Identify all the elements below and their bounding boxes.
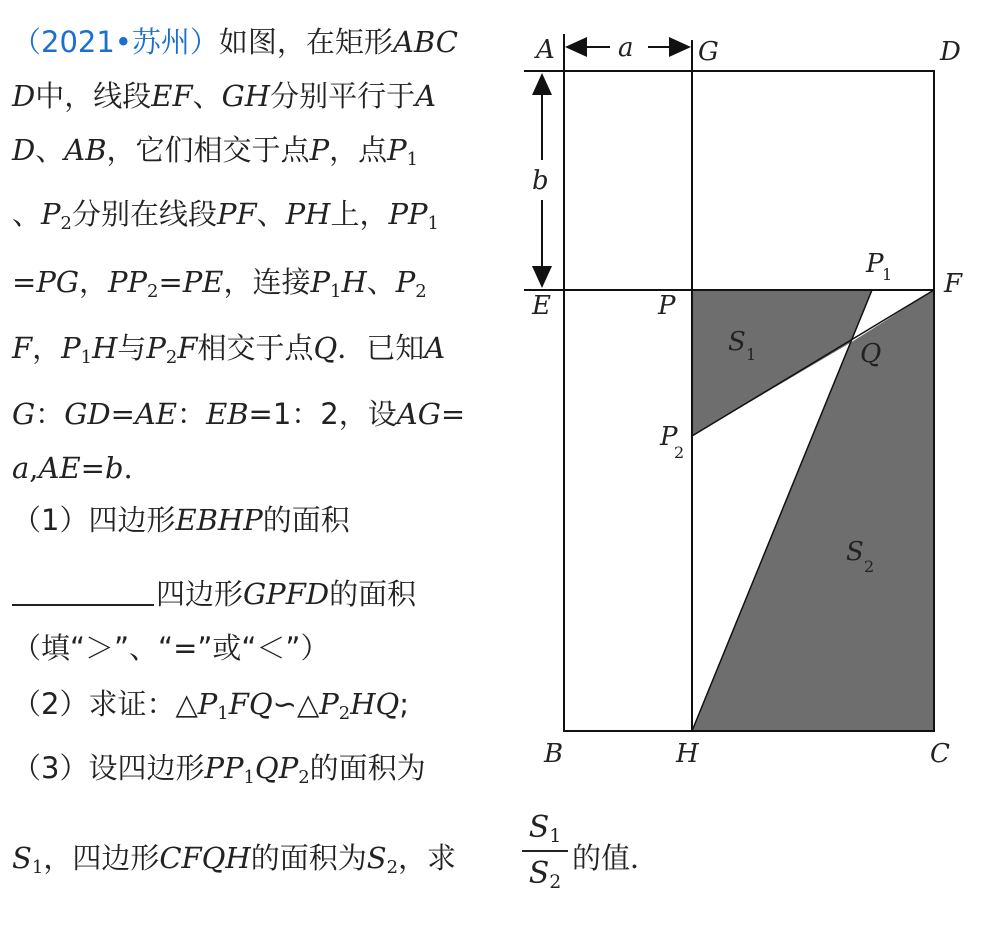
text: ， — [32, 331, 62, 365]
label-s2-sub: 2 — [864, 557, 875, 576]
text: 、 — [35, 133, 65, 167]
text: ，它们相交于点 — [106, 133, 310, 167]
math: P — [197, 687, 218, 721]
label-point-f: F — [944, 269, 963, 299]
label-point-e: E — [532, 291, 551, 321]
math: AG — [396, 397, 441, 431]
text: ; — [399, 687, 410, 721]
subscript: 1 — [80, 347, 93, 369]
text: △ — [296, 687, 320, 721]
subscript: 1 — [31, 857, 44, 879]
subscript: 2 — [386, 857, 399, 879]
question-1-hint: （填“＞”、“=”或“＜”） — [12, 631, 330, 665]
subscript: 1 — [217, 703, 229, 725]
text: （1）四边形 — [12, 503, 176, 537]
text: 如图，在矩形 — [218, 25, 393, 59]
label-point-q: Q — [860, 339, 882, 369]
math: PE — [182, 265, 224, 299]
label-point-b: B — [544, 739, 564, 769]
subscript: 2 — [165, 347, 178, 369]
math: Q — [313, 331, 338, 365]
text: ．已知 — [337, 331, 425, 365]
text: 的面积为 — [309, 751, 426, 785]
text: 、 — [256, 197, 286, 231]
text: （2）求证：△ — [12, 687, 198, 721]
text: = — [440, 397, 466, 431]
math: H — [92, 331, 118, 365]
math: a — [12, 451, 30, 485]
math: S — [366, 841, 387, 875]
text: = — [80, 451, 105, 485]
subscript: 1 — [549, 826, 562, 848]
label-point-p1: P — [866, 249, 884, 279]
math: EF — [151, 79, 193, 113]
label-point-c: C — [930, 739, 950, 769]
text: 四边形 — [156, 577, 244, 611]
math: EBHP — [175, 503, 263, 537]
subscript: 1 — [330, 281, 342, 303]
math: S — [528, 810, 550, 845]
math: PH — [285, 197, 331, 231]
math: GPFD — [243, 577, 330, 611]
text: =1：2，设 — [248, 397, 397, 431]
math: D — [12, 133, 36, 167]
subscript: 1 — [406, 149, 419, 171]
text: 、 — [12, 197, 42, 231]
text: ，点 — [329, 133, 388, 167]
math: F — [177, 331, 198, 365]
text: 分别平行于 — [270, 79, 416, 113]
math: PG — [36, 265, 79, 299]
math: QP — [254, 751, 299, 785]
text: , — [29, 451, 39, 485]
math: P — [395, 265, 416, 299]
label-s1: S — [728, 327, 746, 357]
label-point-p1-sub: 1 — [882, 265, 893, 284]
text: ， — [79, 265, 109, 299]
text: = — [12, 265, 37, 299]
text: 中，线段 — [35, 79, 152, 113]
math: P — [146, 331, 166, 365]
math: P — [387, 133, 407, 167]
label-s1-sub: 1 — [746, 345, 757, 364]
similar-symbol: ∽ — [272, 687, 297, 721]
text: ，四边形 — [43, 841, 160, 875]
math: PP — [108, 265, 148, 299]
math: AE — [38, 451, 81, 485]
text: = — [110, 397, 135, 431]
text: ，求 — [398, 841, 457, 875]
subscript: 2 — [415, 281, 427, 303]
text: 相交于点 — [197, 331, 314, 365]
math: P — [41, 197, 61, 231]
label-point-p2: P — [660, 422, 678, 452]
subscript: 1 — [243, 767, 255, 789]
math: CFQH — [159, 841, 251, 875]
subscript: 2 — [549, 872, 562, 894]
label-a: a — [618, 33, 634, 63]
subscript: 2 — [60, 213, 72, 235]
math: A — [415, 79, 437, 113]
math: GH — [221, 79, 271, 113]
question-3-tail: 的值． — [572, 841, 660, 875]
text: （3）设四边形 — [12, 751, 205, 785]
math: b — [104, 451, 124, 485]
math: EB — [206, 397, 249, 431]
text: . — [123, 451, 133, 485]
math: PP — [388, 197, 428, 231]
math: F — [12, 331, 33, 365]
math: S — [12, 841, 32, 875]
math: ABC — [392, 25, 458, 59]
math: P — [309, 133, 330, 167]
text: = — [158, 265, 183, 299]
math: P — [319, 687, 339, 721]
problem-source: （2021•苏州） — [12, 25, 219, 59]
math: G — [12, 397, 36, 431]
label-point-d: D — [940, 37, 961, 67]
math: P — [61, 331, 81, 365]
text: 上， — [330, 197, 389, 231]
text: 与 — [117, 331, 147, 365]
text: ，连接 — [223, 265, 311, 299]
math: AB — [64, 133, 107, 167]
label-point-a: A — [536, 35, 555, 65]
subscript: 2 — [338, 703, 351, 725]
text: 分别在线段 — [71, 197, 217, 231]
subscript: 2 — [147, 281, 159, 303]
text: 、 — [366, 265, 396, 299]
text: 的面积 — [329, 577, 417, 611]
math: HQ — [350, 687, 400, 721]
text: 的面积为 — [250, 841, 367, 875]
math: H — [341, 265, 367, 299]
math: PP — [204, 751, 244, 785]
label-point-h: H — [676, 739, 699, 769]
label-point-p2-sub: 2 — [674, 443, 685, 462]
text: ： — [35, 397, 65, 431]
math: FQ — [228, 687, 273, 721]
math: D — [12, 79, 36, 113]
label-point-p: P — [658, 291, 676, 321]
math: PF — [216, 197, 257, 231]
math: S — [528, 856, 550, 891]
label-s2: S — [846, 537, 864, 567]
math: P — [310, 265, 331, 299]
subscript: 1 — [427, 213, 439, 235]
text: ： — [177, 397, 207, 431]
subscript: 2 — [298, 767, 310, 789]
text: 、 — [192, 79, 222, 113]
label-point-g: G — [698, 37, 719, 67]
math: A — [424, 331, 446, 365]
math: AE — [134, 397, 178, 431]
text: 的面积 — [262, 503, 350, 537]
label-b: b — [532, 166, 549, 196]
math: GD — [64, 397, 111, 431]
